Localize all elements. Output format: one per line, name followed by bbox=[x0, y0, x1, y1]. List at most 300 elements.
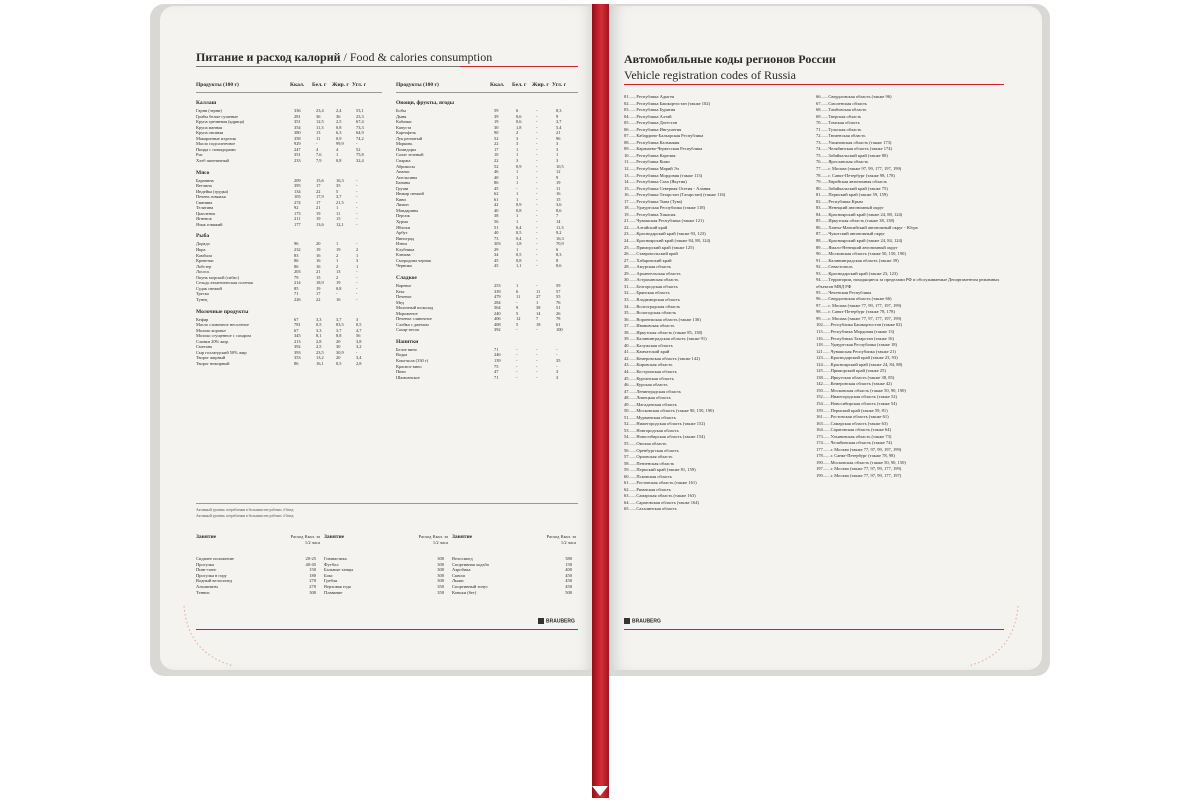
food-value: 11,3 bbox=[316, 124, 324, 130]
region-name: Челябинская область (также 74) bbox=[830, 440, 892, 446]
food-value: 96 bbox=[294, 241, 299, 247]
food-value: 2 bbox=[336, 263, 339, 269]
food-value: 32,4 bbox=[356, 157, 364, 163]
food-value: 8,8 bbox=[336, 333, 342, 339]
food-value: - bbox=[536, 282, 538, 288]
food-name: Мороженое bbox=[396, 310, 418, 316]
food-name: Персик bbox=[396, 213, 410, 219]
food-value: 1 bbox=[516, 174, 519, 180]
food-value: 59 bbox=[494, 108, 499, 113]
food-value: 1 bbox=[516, 282, 519, 288]
region-code: 55....... bbox=[624, 440, 637, 446]
food-value: - bbox=[336, 291, 338, 297]
food-name: Икра bbox=[196, 247, 206, 252]
region-name: Чувашская Республика (также 21) bbox=[830, 348, 896, 354]
food-value: - bbox=[536, 163, 538, 169]
region-name: Ульяновская область (также 173) bbox=[828, 139, 892, 145]
activity-header bbox=[196, 534, 320, 556]
food-value: 18,9 bbox=[316, 280, 324, 286]
activity-kcal: 40-45 bbox=[305, 561, 316, 567]
food-value: 7 bbox=[536, 316, 539, 322]
food-value: 0,9 bbox=[516, 163, 522, 169]
food-value: 1 bbox=[516, 146, 519, 152]
food-value: 395 bbox=[294, 183, 301, 189]
food-value: 3 bbox=[556, 146, 559, 152]
food-value: 16,3 bbox=[336, 177, 344, 183]
title-en: / Food & calories consumption bbox=[343, 50, 493, 64]
food-value: 75,8 bbox=[356, 152, 364, 158]
region-code: 87....... bbox=[816, 231, 829, 237]
activity-header-unit: Расход Ккал. за 1/2 часа bbox=[290, 534, 320, 545]
region-code: 58....... bbox=[624, 460, 637, 466]
region-name: Республика Мордовия (также 113) bbox=[636, 172, 703, 178]
region-code: 51....... bbox=[624, 414, 637, 420]
food-value: 380 bbox=[294, 130, 301, 136]
food-value: 96 bbox=[556, 135, 561, 141]
food-value: 17 bbox=[316, 291, 321, 297]
region-name: Смоленская область bbox=[828, 100, 868, 106]
food-value: 929 bbox=[294, 141, 301, 147]
right-page-title: Автомобильные коды регионов России bbox=[624, 52, 836, 66]
food-value: - bbox=[536, 124, 538, 130]
food-value: 3 bbox=[556, 369, 559, 375]
column-header-value: Бел. г bbox=[312, 82, 327, 88]
region-name: Приморский край (также 25) bbox=[830, 368, 886, 374]
region-code: 199....... bbox=[816, 473, 831, 479]
food-value: 14 bbox=[556, 219, 561, 224]
food-value: 19 bbox=[336, 280, 341, 286]
region-name: Московская область (также 50, 90, 150) bbox=[830, 459, 906, 465]
region-name: Республика Мордовия (также 13) bbox=[830, 329, 895, 334]
region-name: Ульяновская область (также 73) bbox=[830, 433, 892, 439]
food-name: Дорадо bbox=[196, 241, 210, 247]
region-name: Краснодарский край (также 23, 93) bbox=[830, 355, 898, 361]
food-value: 3,3 bbox=[316, 316, 322, 322]
food-value: - bbox=[516, 327, 518, 333]
region-name: Забайкальский край (также 80) bbox=[828, 152, 888, 158]
region-name: Саратовская область (также 164) bbox=[636, 499, 700, 505]
food-value: 19 bbox=[316, 247, 321, 252]
region-name: Липецкая область bbox=[636, 395, 671, 401]
food-value: 3 bbox=[516, 135, 519, 141]
region-name: Кемеровская область (также 142) bbox=[636, 355, 700, 361]
region-name: Свердловская область (также 96) bbox=[828, 94, 892, 99]
food-name: Морковь bbox=[396, 141, 413, 147]
activity-kcal: 500 bbox=[565, 589, 572, 595]
food-name: Хурма bbox=[396, 219, 408, 224]
region-name: Челябинская область (также 174) bbox=[828, 146, 892, 152]
food-value: 46 bbox=[494, 169, 499, 175]
food-value: 6 bbox=[556, 246, 559, 252]
food-name: Водка bbox=[396, 352, 408, 358]
food-row bbox=[196, 297, 382, 303]
region-name: г. Москва (также 77, 97, 99, 177, 199) bbox=[830, 466, 902, 472]
food-value: 345 bbox=[294, 333, 301, 339]
header-rule-right bbox=[396, 92, 578, 93]
food-value: 16 bbox=[316, 263, 321, 269]
activity-kcal: 270 bbox=[309, 583, 316, 589]
food-name: Капуста bbox=[396, 124, 412, 130]
food-name: Молоко сгущенное с сахаром bbox=[196, 333, 251, 339]
food-name: Язык говяжий bbox=[196, 221, 223, 227]
food-value: - bbox=[516, 374, 518, 380]
region-name: Астраханская область bbox=[636, 277, 679, 283]
region-code: 57....... bbox=[624, 454, 637, 460]
food-value: 39 bbox=[494, 113, 499, 119]
food-value: 13,2 bbox=[316, 355, 324, 361]
region-name: Республика Хакасия bbox=[636, 211, 676, 217]
food-value: 8,6 bbox=[556, 207, 562, 213]
food-value: 35 bbox=[556, 358, 561, 363]
food-name: Тунец bbox=[196, 296, 208, 302]
food-value: - bbox=[356, 296, 358, 302]
food-name: Треска bbox=[196, 291, 209, 297]
food-value: 5 bbox=[336, 188, 339, 194]
food-name: Хлеб пшеничный bbox=[196, 157, 229, 163]
food-value: - bbox=[536, 146, 538, 152]
column-header-value: Угл. г bbox=[552, 82, 567, 88]
region-name: Новосибирская область (также 54) bbox=[830, 401, 897, 407]
region-code: 84....... bbox=[816, 211, 829, 217]
column-header-value: Ккал. bbox=[290, 82, 305, 88]
food-value: - bbox=[356, 291, 358, 297]
food-value: 0,8 bbox=[516, 257, 522, 263]
food-value: 20 bbox=[316, 241, 321, 247]
food-value: 3,7 bbox=[556, 119, 562, 125]
region-code: 96....... bbox=[816, 296, 829, 302]
food-value: 38 bbox=[494, 213, 499, 219]
region-code: 38....... bbox=[624, 329, 637, 335]
food-value: 209 bbox=[294, 177, 301, 183]
food-section-title: Мясо bbox=[196, 169, 210, 176]
region-code: 85....... bbox=[816, 218, 829, 224]
region-code: 67....... bbox=[816, 100, 829, 106]
food-value: 51 bbox=[556, 305, 561, 311]
bookmark-ribbon[interactable] bbox=[592, 4, 609, 798]
region-name: Калининградская область (также 91) bbox=[636, 336, 707, 342]
food-value: 19 bbox=[316, 210, 321, 216]
food-value: 67 bbox=[294, 316, 299, 322]
region-name: Тверская область bbox=[828, 113, 862, 119]
region-name: Ставропольский край bbox=[636, 251, 678, 257]
region-name: Ханты-Мансийский автономный округ - Югра bbox=[828, 224, 918, 230]
region-name: г. Москва (также 97, 99, 177, 197, 199) bbox=[828, 166, 902, 172]
food-value: - bbox=[356, 285, 358, 291]
food-value: 1 bbox=[516, 191, 519, 197]
food-value: 1 bbox=[336, 258, 339, 264]
right-page-subtitle: Vehicle registration codes of Russia bbox=[624, 68, 796, 82]
activity-kcal: 300 bbox=[437, 578, 444, 584]
food-value: 59 bbox=[556, 282, 561, 288]
food-value: - bbox=[536, 241, 538, 247]
region-name: Московская область (также 50, 90, 190) bbox=[830, 387, 906, 393]
region-code: 44....... bbox=[624, 368, 637, 374]
food-value: 83,5 bbox=[336, 322, 344, 328]
region-name: Костромская область bbox=[636, 368, 677, 374]
food-name: Камбала bbox=[196, 252, 212, 258]
food-value: 19 bbox=[316, 216, 321, 222]
region-code: 93....... bbox=[816, 270, 829, 276]
region-code: 75....... bbox=[816, 152, 829, 158]
region-name: Архангельская область bbox=[636, 270, 681, 276]
food-value: 61 bbox=[556, 321, 561, 327]
region-name: Республика Коми bbox=[636, 159, 670, 165]
region-code: 190....... bbox=[816, 459, 831, 465]
food-name: Сахар-песок bbox=[396, 327, 420, 333]
region-code: 32....... bbox=[624, 290, 637, 296]
activity-name: Водный велосипед bbox=[196, 578, 233, 584]
food-name: Масло сливочное несоленое bbox=[196, 322, 249, 328]
food-value: 67 bbox=[294, 327, 299, 333]
footnote: Активный уровень потребления в большинстве рабочих 4 блюд bbox=[196, 508, 294, 512]
food-value: - bbox=[356, 269, 358, 275]
region-name: Красноярский край (также 24, 84, 88) bbox=[830, 361, 903, 367]
region-code: 49....... bbox=[624, 401, 637, 407]
region-name: г. Москва (также 77, 97, 99, 197, 199) bbox=[830, 446, 902, 452]
food-value: 83 bbox=[294, 252, 299, 258]
region-name: Красноярский край (также 24, 84, 124) bbox=[828, 238, 903, 244]
food-name: Варенье bbox=[396, 282, 412, 288]
dotted-corner-ornament-icon bbox=[958, 606, 1038, 670]
food-value: - bbox=[516, 363, 518, 369]
food-value: - bbox=[536, 113, 538, 119]
food-value: - bbox=[536, 108, 538, 113]
region-name: Чукотский автономный округ bbox=[828, 231, 886, 237]
food-value: - bbox=[356, 183, 358, 189]
food-value: 6 bbox=[516, 108, 519, 113]
region-name: Калининградская область (также 39) bbox=[828, 257, 899, 263]
brand-logo bbox=[624, 618, 661, 624]
food-value: 13,6 bbox=[316, 221, 324, 227]
region-code: 43....... bbox=[624, 362, 637, 368]
food-value: 8,3 bbox=[556, 108, 562, 113]
food-value: 30 bbox=[336, 344, 341, 350]
food-value: 3 bbox=[356, 258, 359, 264]
activity-name: Гребля bbox=[324, 578, 338, 584]
food-value: 393 bbox=[294, 349, 301, 355]
food-name: Салат зеленый bbox=[396, 152, 424, 158]
food-name: Судак свежий bbox=[196, 285, 222, 291]
region-code: 118....... bbox=[816, 342, 831, 348]
region-name: Владимирская область bbox=[636, 296, 680, 302]
food-value: - bbox=[536, 180, 538, 186]
food-value: - bbox=[536, 207, 538, 213]
food-value: 3,4 bbox=[356, 355, 362, 361]
food-name: Виноград bbox=[396, 235, 415, 241]
food-value: 564 bbox=[494, 305, 501, 311]
food-value: 1 bbox=[356, 263, 359, 269]
activity-header-name: Занятие bbox=[324, 534, 345, 540]
region-code: 81....... bbox=[816, 192, 829, 198]
food-value: 21 bbox=[316, 269, 321, 275]
region-name: Республика Карелия bbox=[636, 152, 676, 158]
activity-name: Верховая езда bbox=[324, 583, 351, 589]
region-code: 31....... bbox=[624, 283, 637, 289]
food-row bbox=[396, 327, 578, 333]
food-value: - bbox=[536, 169, 538, 175]
food-value: 22 bbox=[316, 296, 321, 302]
food-value: 19 bbox=[316, 285, 321, 291]
region-code: 78....... bbox=[816, 172, 829, 178]
food-value: 73,3 bbox=[356, 124, 364, 130]
food-name: Баранина bbox=[196, 177, 214, 183]
food-value: 2,8 bbox=[356, 360, 362, 366]
region-code: 142....... bbox=[816, 381, 831, 387]
food-value: 6,3 bbox=[336, 130, 342, 136]
food-value: 336 bbox=[294, 108, 301, 113]
region-name: Республика Бурятия bbox=[636, 107, 676, 113]
food-value: 303 bbox=[494, 241, 501, 247]
food-value: - bbox=[516, 369, 518, 375]
food-value: 64,9 bbox=[356, 130, 364, 136]
food-value: 11,3 bbox=[556, 224, 564, 230]
region-code: 159....... bbox=[816, 407, 831, 413]
food-value: 20 bbox=[336, 338, 341, 344]
region-name: Республика Марий Эл bbox=[636, 166, 679, 172]
region-name: Волгоградская область bbox=[636, 303, 681, 309]
activity-column bbox=[324, 534, 448, 595]
region-code: 19....... bbox=[624, 211, 637, 217]
food-value: - bbox=[516, 358, 518, 363]
food-value: 16,3 bbox=[556, 235, 564, 241]
activity-header bbox=[452, 534, 576, 556]
food-value: 35 bbox=[336, 183, 341, 189]
footnote: Активный уровень потребления в большинстве рабочих 4 блюд bbox=[196, 514, 294, 518]
region-name: Новгородская область bbox=[636, 427, 679, 433]
region-name: Территории, находящиеся за пределами РФ и обслуживаемые Департаментом режимных объектов МВД РФ bbox=[816, 277, 1000, 289]
region-name: Краснодарский край (также 93, 123) bbox=[636, 231, 706, 237]
food-value: 21,5 bbox=[336, 199, 344, 205]
region-code: 29....... bbox=[624, 270, 637, 276]
region-code: 45....... bbox=[624, 375, 637, 381]
food-row bbox=[196, 158, 382, 164]
region-name: Тамбовская область bbox=[828, 107, 867, 113]
food-value: - bbox=[356, 216, 358, 222]
food-name: Молоко коровье bbox=[196, 327, 227, 333]
food-value: 71 bbox=[294, 291, 299, 297]
region-code: 71....... bbox=[816, 126, 829, 132]
food-value: 139 bbox=[494, 358, 501, 363]
food-name: Сливки 20% жир. bbox=[196, 338, 229, 344]
region-name: Иркутская область (также 85, 138) bbox=[636, 329, 703, 335]
food-name: Пицца с помидорами bbox=[196, 146, 236, 152]
food-value: 21 bbox=[556, 130, 561, 136]
food-value: 11 bbox=[516, 294, 521, 300]
food-name: Пиво bbox=[396, 369, 406, 375]
food-name: Белое вино bbox=[396, 346, 417, 352]
food-value: 2,5 bbox=[336, 119, 342, 125]
food-value: 1 bbox=[516, 213, 519, 219]
region-name: Республика Калмыкия bbox=[636, 139, 680, 145]
food-value: 1 bbox=[516, 246, 519, 252]
column-header-product: Продукты (100 г) bbox=[396, 82, 439, 88]
activity-name: Аэробика bbox=[452, 567, 471, 573]
food-value: 1 bbox=[336, 205, 339, 211]
food-value: 3 bbox=[356, 316, 359, 322]
region-row bbox=[816, 277, 1006, 289]
region-code: 39....... bbox=[624, 336, 637, 342]
activity-kcal: 350 bbox=[437, 589, 444, 595]
food-value: 1 bbox=[556, 152, 559, 158]
food-name: Арбуз bbox=[396, 230, 408, 236]
region-code: 70....... bbox=[816, 120, 829, 126]
region-code: 97....... bbox=[816, 302, 829, 308]
food-section-title: Каллаш bbox=[196, 100, 217, 106]
region-code: 152....... bbox=[816, 394, 831, 400]
food-value: 392 bbox=[294, 344, 301, 350]
region-code: 80....... bbox=[816, 185, 829, 191]
region-name: Курганская область bbox=[636, 375, 674, 381]
food-name: Лук репчатый bbox=[396, 135, 423, 141]
food-value: 76 bbox=[556, 299, 561, 305]
food-value: 284 bbox=[494, 299, 501, 305]
region-code: 69....... bbox=[816, 113, 829, 119]
region-name: Республика Башкортостан (также 02) bbox=[830, 322, 902, 328]
title-accent-rule bbox=[624, 84, 1004, 85]
activity-kcal: 270 bbox=[309, 578, 316, 584]
food-value: 2,8 bbox=[316, 338, 322, 344]
region-code: 15....... bbox=[624, 185, 637, 191]
region-row bbox=[816, 473, 1006, 480]
food-value: 56 bbox=[356, 333, 361, 339]
region-name: Нижегородская область (также 52) bbox=[830, 394, 897, 400]
food-name: Свинина bbox=[196, 199, 213, 205]
region-name: Красноярский край (также 84, 88, 124) bbox=[636, 238, 711, 244]
region-code: 16....... bbox=[624, 192, 637, 198]
food-value: 0,8 bbox=[336, 124, 342, 130]
food-row bbox=[396, 263, 578, 269]
food-name: Сыр голландский 50% жир bbox=[196, 349, 247, 355]
food-value: 1 bbox=[516, 219, 519, 224]
food-value: 78 bbox=[556, 316, 561, 322]
region-name: Краснодарский край (также 23, 123) bbox=[828, 270, 898, 276]
activity-name: Прогулка bbox=[196, 561, 215, 567]
food-name: Дыня bbox=[396, 113, 407, 119]
region-code: 174....... bbox=[816, 440, 831, 446]
column-header-product: Продукты (100 г) bbox=[196, 82, 239, 88]
food-value: 99,9 bbox=[336, 141, 344, 147]
region-code: 53....... bbox=[624, 427, 637, 433]
region-name: Калужская область bbox=[636, 342, 673, 348]
food-value: 12 bbox=[556, 169, 561, 175]
food-section-title: Напитки bbox=[396, 338, 419, 345]
region-name: Еврейская автономная область bbox=[828, 179, 888, 185]
region-name: Красноярский край (также 24, 88, 124) bbox=[828, 211, 903, 217]
food-value: 11 bbox=[556, 185, 561, 191]
food-name: Сельдь атлантическая соленая bbox=[196, 280, 253, 286]
food-value: 8,3 bbox=[556, 252, 562, 258]
food-value: 246 bbox=[494, 352, 501, 358]
activity-kcal: 450 bbox=[565, 583, 572, 589]
region-code: 11....... bbox=[624, 159, 637, 165]
region-code: 28....... bbox=[624, 264, 637, 270]
region-code: 17....... bbox=[624, 198, 637, 204]
food-value: - bbox=[536, 185, 538, 191]
food-value: - bbox=[536, 224, 538, 230]
food-value: 7,6 bbox=[316, 152, 322, 158]
food-value: 9 bbox=[556, 174, 559, 180]
activity-name: Спортивный тонус bbox=[452, 583, 489, 589]
food-row bbox=[196, 222, 382, 228]
region-name: Ленинградская область bbox=[636, 388, 681, 394]
food-value: 70,9 bbox=[556, 241, 564, 247]
food-name: Ананас bbox=[396, 169, 410, 175]
food-value: - bbox=[356, 199, 358, 205]
region-code: 79....... bbox=[816, 179, 829, 185]
food-value: 211 bbox=[294, 216, 301, 222]
activity-name: Спортивная ходьба bbox=[452, 561, 489, 567]
food-row bbox=[396, 375, 578, 381]
